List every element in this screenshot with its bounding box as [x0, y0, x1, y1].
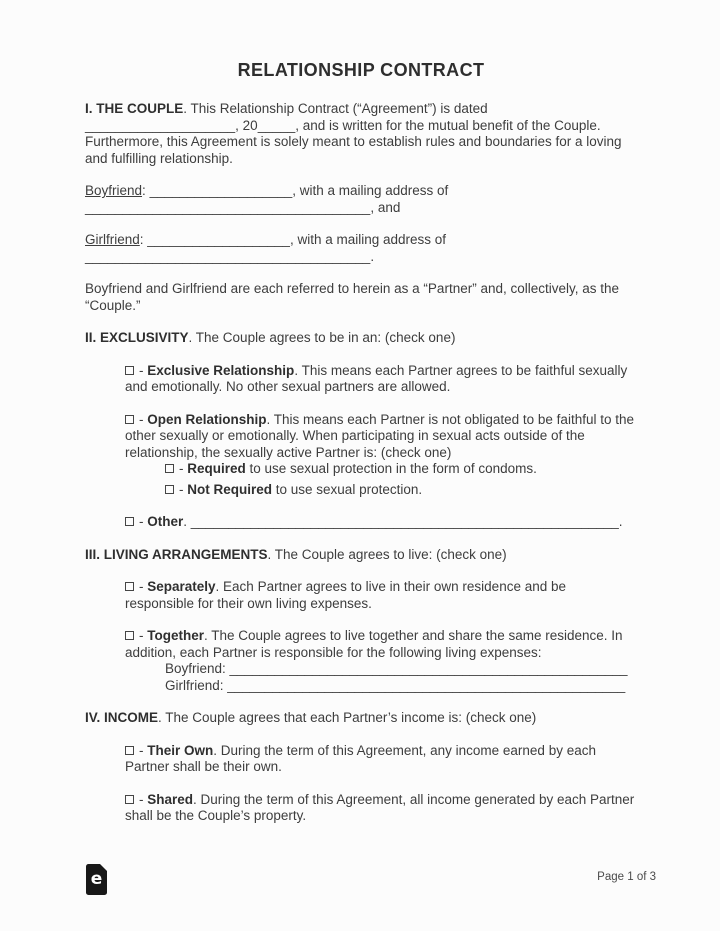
option-dash: -	[139, 362, 148, 378]
option-dash: -	[139, 514, 148, 529]
document-body	[85, 101, 637, 825]
option-other-label: Other	[147, 514, 184, 529]
option-separately-label: Separately	[147, 579, 216, 594]
girlfriend-label: Girlfriend	[85, 232, 140, 247]
expense-girlfriend-blank-field[interactable]: _____________________________________________________	[227, 677, 626, 693]
expense-girlfriend-line	[165, 678, 637, 695]
option-not-required-text: to use sexual protection.	[272, 481, 423, 497]
boyfriend-label: Boyfriend	[85, 183, 143, 198]
option-shared	[125, 792, 637, 825]
option-dash: -	[179, 461, 188, 476]
option-dash: -	[139, 628, 148, 643]
option-protection-not-required	[165, 482, 637, 499]
option-dash: -	[139, 791, 148, 807]
section-couple-intro	[85, 101, 637, 167]
checkbox-other-icon[interactable]	[125, 517, 134, 526]
section-income-heading-line	[85, 710, 637, 727]
option-open-label: Open Relationship	[147, 411, 267, 427]
expense-boyfriend-line	[165, 661, 637, 678]
checkbox-exclusive-icon[interactable]	[125, 366, 134, 375]
checkbox-together-icon[interactable]	[125, 631, 134, 640]
year-blank-field[interactable]: _____	[257, 117, 296, 133]
section-income-heading: IV. INCOME	[85, 710, 159, 725]
exclusivity-heading-rest: . The Couple agrees to be in an: (check one)	[188, 330, 456, 345]
option-exclusive-relationship	[125, 363, 637, 396]
option-together-label: Together	[147, 628, 204, 643]
option-their-own	[125, 743, 637, 776]
expense-girlfriend-label: Girlfriend:	[165, 677, 228, 693]
partner-definition: Boyfriend and Girlfriend are each referred to herein as a “Partner” and, collectively, as the “Couple.”	[85, 281, 620, 313]
checkbox-separately-icon[interactable]	[125, 582, 134, 591]
page-title: RELATIONSHIP CONTRACT	[237, 60, 485, 80]
section-exclusivity-heading: II. EXCLUSIVITY	[85, 330, 189, 345]
girlfriend-address-blank-field[interactable]: ______________________________________	[85, 248, 371, 264]
option-exclusive-text: . This means each Partner agrees to be faithful sexually and emotionally. No other sexual partners are allowed.	[125, 362, 628, 394]
couple-intro-text: . This Relationship Contract (“Agreement”) is dated	[183, 101, 488, 116]
option-shared-label: Shared	[147, 791, 194, 807]
checkbox-shared-icon[interactable]	[125, 795, 134, 804]
boyfriend-mid-text: , with a mailing address of	[292, 183, 449, 198]
option-open-relationship	[125, 412, 637, 499]
other-blank-field[interactable]: _________________________________________________________	[190, 514, 619, 529]
option-dash: -	[139, 411, 148, 427]
section-exclusivity-heading-line	[85, 330, 637, 347]
option-their-own-label: Their Own	[147, 742, 214, 758]
boyfriend-colon: :	[142, 183, 150, 198]
living-heading-rest: . The Couple agrees to live: (check one)	[267, 546, 507, 562]
boyfriend-address-blank-field[interactable]: ______________________________________	[85, 199, 371, 215]
option-protection-required	[165, 461, 637, 478]
couple-intro-rest-text: , and is written for the mutual benefit of the Couple. Furthermore, this Agreement is solely meant to establish rules and boundaries for a loving and fulfilling relationship.	[85, 117, 622, 166]
option-open-text: . This means each Partner is not obligated to be faithful to the other sexually or emotionally. When participating in sexual acts outside of the relationship, the sexually active Partner is: (check one)	[125, 411, 634, 460]
option-dash: -	[179, 481, 188, 497]
eforms-logo-letter: e	[90, 869, 103, 889]
option-separately	[125, 579, 637, 612]
girlfriend-end-text: .	[370, 248, 375, 264]
girlfriend-line	[85, 232, 637, 265]
date-blank-field[interactable]: ____________________	[85, 117, 236, 133]
option-not-required-label: Not Required	[187, 481, 273, 497]
option-required-text: to use sexual protection in the form of condoms.	[245, 461, 537, 476]
girlfriend-mid-text: , with a mailing address of	[289, 232, 447, 247]
checkbox-their-own-icon[interactable]	[125, 746, 134, 755]
option-dash: -	[139, 742, 148, 758]
checkbox-required-icon[interactable]	[165, 464, 174, 473]
option-other-end: .	[618, 514, 623, 529]
option-other-sep: .	[183, 514, 191, 529]
page-number-label: Page 1 of 3	[597, 871, 656, 883]
option-other	[125, 514, 637, 531]
expense-boyfriend-label: Boyfriend:	[165, 661, 230, 676]
option-required-label: Required	[187, 461, 246, 476]
boyfriend-end-text: , and	[370, 199, 401, 215]
expense-boyfriend-blank-field[interactable]: _____________________________________________________	[229, 661, 628, 676]
boyfriend-line	[85, 183, 637, 216]
boyfriend-name-blank-field[interactable]: ___________________	[149, 183, 293, 198]
option-shared-text: . During the term of this Agreement, all income generated by each Partner shall be the Couple’s property.	[125, 791, 635, 823]
checkbox-not-required-icon[interactable]	[165, 485, 174, 494]
girlfriend-colon: :	[139, 232, 148, 247]
section-living-heading-line	[85, 547, 637, 564]
income-heading-rest: . The Couple agrees that each Partner’s income is: (check one)	[158, 710, 537, 725]
option-together	[125, 628, 637, 694]
girlfriend-name-blank-field[interactable]: ___________________	[147, 232, 290, 247]
checkbox-open-icon[interactable]	[125, 415, 134, 424]
option-together-text: . The Couple agrees to live together and share the same residence. In addition, each Partner is responsible for the following living expenses:	[125, 628, 623, 660]
couple-after-date-text: , 20	[235, 117, 258, 133]
eforms-logo	[86, 864, 107, 895]
option-exclusive-label: Exclusive Relationship	[147, 362, 295, 378]
option-dash: -	[139, 579, 148, 594]
option-their-own-text: . During the term of this Agreement, any income earned by each Partner shall be their own.	[125, 742, 596, 774]
section-couple-heading: I. THE COUPLE	[85, 101, 184, 116]
option-separately-text: . Each Partner agrees to live in their own residence and be responsible for their own living expenses.	[125, 579, 566, 611]
section-living-heading: III. LIVING ARRANGEMENTS	[85, 546, 268, 562]
